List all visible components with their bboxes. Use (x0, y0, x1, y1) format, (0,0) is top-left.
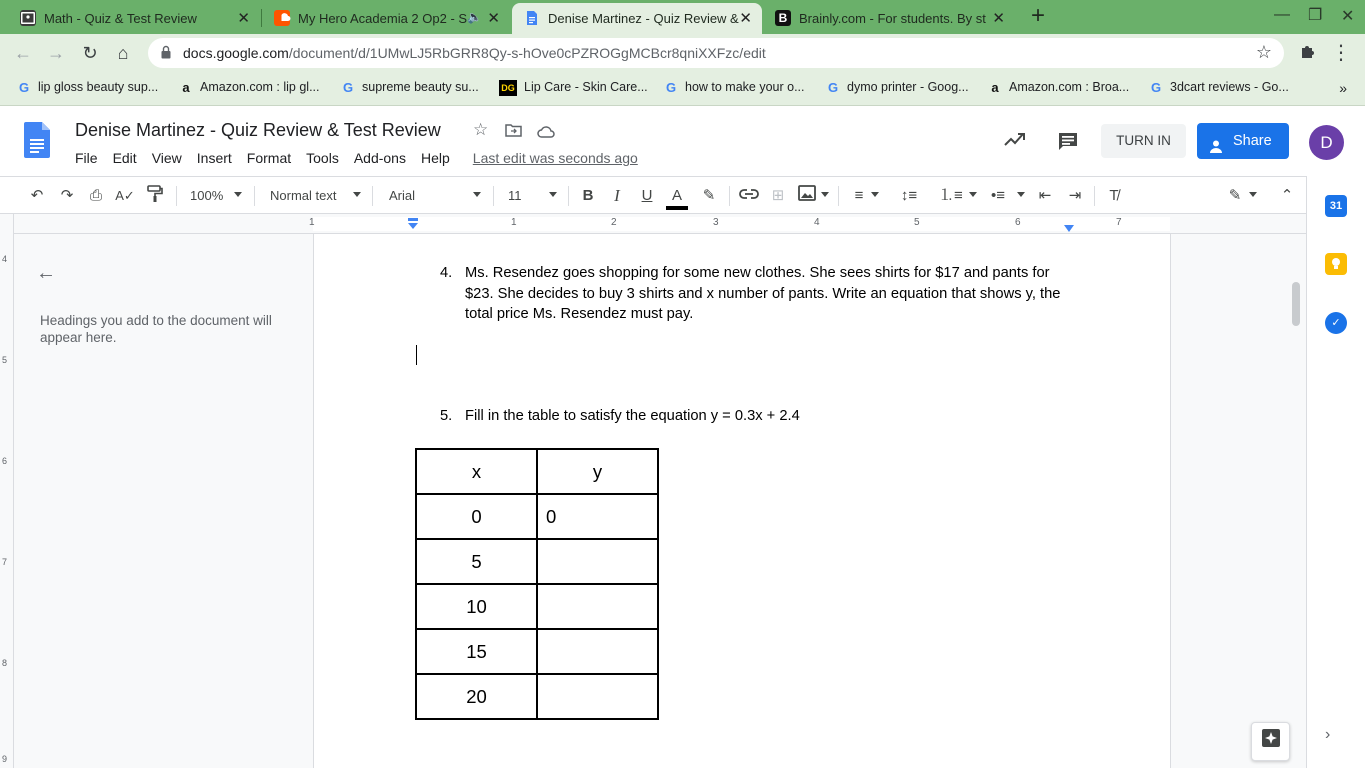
toolbar-divider (372, 186, 373, 206)
toolbar-divider (176, 186, 177, 206)
close-window-icon[interactable]: ✕ (1341, 8, 1355, 25)
bold-icon[interactable]: B (582, 187, 594, 204)
bookmark-label: Amazon.com : Broa... (1009, 80, 1130, 94)
vertical-scrollbar[interactable] (1292, 282, 1300, 326)
table-cell[interactable] (537, 629, 658, 674)
google-classroom-icon (20, 10, 36, 26)
amazon-icon: a (991, 80, 999, 95)
explore-button[interactable] (1251, 722, 1290, 761)
google-docs-icon (524, 10, 540, 26)
bookmark-label: lip gloss beauty sup... (38, 80, 159, 94)
list-number: 5. (440, 408, 453, 424)
line-spacing-icon[interactable]: ↕≡ (900, 187, 918, 204)
bookmark-label: 3dcart reviews - Go... (1170, 80, 1289, 94)
activity-trend-icon[interactable] (1004, 130, 1026, 153)
bookmark-label: how to make your o... (685, 80, 805, 94)
amazon-icon: a (182, 80, 190, 95)
bookmark-label: supreme beauty su... (362, 80, 479, 94)
menu-view[interactable]: View (151, 150, 182, 166)
table-row (416, 539, 658, 584)
soundcloud-icon (274, 10, 290, 26)
cloud-saved-icon[interactable] (537, 123, 555, 143)
zoom-select[interactable]: 100% (190, 188, 224, 203)
bookmark-label: Amazon.com : lip gl... (200, 80, 320, 94)
bookmark-label: Lip Care - Skin Care... (524, 80, 648, 94)
align-left-icon[interactable]: ≡ (854, 187, 864, 204)
ruler-number: 6 (2, 456, 8, 466)
xy-table (415, 448, 659, 720)
tab-title: Denise Martinez - Quiz Review & (548, 11, 739, 26)
address-bar[interactable] (148, 38, 1284, 68)
new-tab-button[interactable]: + (1030, 2, 1045, 29)
calendar-icon[interactable]: 31 (1325, 195, 1347, 217)
table-cell[interactable]: 0 (416, 494, 537, 539)
lock-icon[interactable] (161, 46, 171, 59)
bookmark-item[interactable] (499, 80, 648, 94)
google-g-icon: G (665, 80, 677, 95)
table-cell[interactable]: 0 (537, 494, 658, 539)
close-tab-icon[interactable]: ✕ (992, 10, 1005, 27)
bookmark-label: dymo printer - Goog... (847, 80, 969, 94)
move-folder-icon[interactable] (505, 122, 522, 142)
explore-sparkle-icon (1261, 728, 1281, 748)
font-family-select[interactable]: Arial (389, 188, 416, 203)
menu-insert[interactable]: Insert (196, 150, 232, 166)
reload-icon[interactable]: ↻ (82, 43, 98, 63)
decrease-indent-icon[interactable]: ⇤ (1038, 187, 1052, 204)
account-avatar[interactable]: D (1309, 125, 1344, 160)
toolbar-divider (493, 186, 494, 206)
browser-tab-docs-active[interactable] (512, 3, 762, 34)
side-panel (1306, 176, 1365, 768)
toolbar-divider (729, 186, 730, 206)
star-icon[interactable]: ☆ (473, 120, 489, 139)
bulleted-list-icon[interactable]: •≡ (990, 187, 1005, 204)
add-comment-icon[interactable]: ⊞ (771, 187, 785, 204)
person-add-icon (1209, 133, 1225, 149)
table-cell[interactable] (537, 539, 658, 584)
turn-in-button[interactable]: TURN IN (1101, 124, 1186, 158)
url-text (183, 45, 766, 61)
table-cell[interactable]: 20 (416, 674, 537, 719)
bookmark-item[interactable] (1148, 80, 1289, 94)
numbered-list-icon[interactable]: ⒈≡ (939, 187, 963, 204)
caret-down-icon[interactable] (473, 192, 481, 197)
bookmark-item[interactable] (825, 80, 969, 94)
url-path: /document/d/1UMwLJ5RbGRR8Qy-s-hOve0cPZROGgMCBcr8qniXXFzc/edit (288, 45, 766, 61)
table-cell[interactable]: 10 (416, 584, 537, 629)
browser-menu-icon[interactable]: ⋮ (1331, 42, 1351, 64)
menu-format[interactable]: Format (246, 150, 292, 166)
tab-title: Math - Quiz & Test Review (44, 11, 197, 26)
table-header-row (416, 449, 658, 494)
share-button[interactable] (1197, 123, 1289, 159)
extensions-puzzle-icon[interactable] (1297, 42, 1319, 64)
restore-icon[interactable]: ❐ (1308, 7, 1323, 24)
bookmark-item[interactable] (987, 80, 1129, 94)
browser-tab-math[interactable] (8, 3, 260, 34)
undo-icon[interactable]: ↶ (30, 187, 44, 204)
brainly-icon: B (775, 10, 791, 26)
toolbar-divider (838, 186, 839, 206)
browser-tab-soundcloud[interactable] (262, 3, 510, 34)
caret-down-icon[interactable] (549, 192, 557, 197)
caret-down-icon[interactable] (821, 192, 829, 197)
caret-down-icon[interactable] (1017, 192, 1025, 197)
bookmark-item[interactable] (16, 80, 158, 94)
insert-link-icon[interactable] (738, 185, 760, 207)
browser-toolbar (0, 34, 1365, 72)
document-title[interactable]: Denise Martinez - Quiz Review & Test Review (75, 120, 441, 140)
table-cell[interactable]: 5 (416, 539, 537, 584)
underline-icon[interactable]: U (641, 187, 653, 204)
menu-file[interactable]: File (75, 150, 98, 166)
caret-down-icon[interactable] (1249, 192, 1257, 197)
comments-icon[interactable] (1057, 131, 1079, 157)
formatting-toolbar (0, 176, 1306, 214)
browser-tab-strip (0, 0, 1365, 34)
ruler-number: 8 (2, 658, 8, 668)
vertical-ruler (0, 214, 14, 768)
table-row (416, 674, 658, 719)
menu-help[interactable]: Help (420, 150, 450, 166)
font-size-select[interactable]: 11 (508, 188, 522, 203)
bookmark-star-icon[interactable]: ☆ (1255, 42, 1272, 62)
document-page[interactable] (313, 234, 1171, 768)
caret-down-icon[interactable] (353, 192, 361, 197)
paint-format-icon[interactable] (144, 185, 166, 207)
home-icon[interactable]: ⌂ (117, 43, 129, 63)
google-g-icon: G (342, 80, 354, 95)
text-color-swatch (666, 206, 688, 210)
list-number: 4. (440, 265, 453, 281)
menu-bar (75, 150, 638, 166)
editor-canvas (0, 214, 1306, 768)
tab-title: My Hero Academia 2 Op2 - S (298, 11, 468, 26)
google-g-icon: G (18, 80, 30, 95)
table-header-cell[interactable]: x (416, 449, 537, 494)
question-text: Ms. Resendez goes shopping for some new clothes. She sees shirts for $17 and pants for $23. She decides to buy 3 shirts and x number of pants. Write an equation that shows y, the total price Ms. Resendez must pay. (465, 265, 1061, 322)
bookmark-item[interactable] (178, 80, 320, 94)
paragraph-style-select[interactable]: Normal text (270, 188, 337, 203)
url-host: docs.google.com (183, 45, 289, 61)
google-g-icon: G (827, 80, 839, 95)
toolbar-divider (568, 186, 569, 206)
editing-mode-pencil-icon[interactable]: ✎ (1228, 187, 1242, 204)
caret-down-icon[interactable] (871, 192, 879, 197)
horizontal-ruler (14, 214, 1306, 234)
ruler-number: 5 (914, 217, 920, 228)
ruler-number: 7 (1116, 217, 1122, 228)
ruler-text-area (313, 217, 1170, 231)
print-icon[interactable]: ⎙ (89, 187, 102, 204)
speaker-icon[interactable]: 🔈 (467, 10, 482, 24)
outline-empty-message: Headings you add to the document will appear here. (40, 313, 272, 345)
italic-icon[interactable]: I (614, 186, 620, 205)
ruler-number: 2 (611, 217, 617, 228)
table-row (416, 629, 658, 674)
insert-image-icon[interactable] (796, 185, 818, 207)
text-color-icon[interactable]: A (666, 185, 688, 207)
ruler-number: 1 (511, 217, 517, 228)
more-bookmarks-button[interactable]: » (1339, 80, 1347, 96)
highlight-color-icon[interactable]: ✎ (702, 187, 716, 204)
tab-title: Brainly.com - For students. By st (799, 11, 986, 26)
table-row (416, 584, 658, 629)
google-g-icon: G (1150, 80, 1162, 95)
ruler-number: 4 (2, 254, 8, 264)
table-row (416, 494, 658, 539)
left-indent-marker-icon[interactable] (407, 218, 419, 233)
close-tab-icon[interactable]: ✕ (739, 10, 752, 27)
toolbar-divider (1094, 186, 1095, 206)
docs-header (0, 106, 1365, 176)
menu-tools[interactable]: Tools (306, 150, 339, 166)
ruler-number: 1 (309, 217, 315, 228)
clear-formatting-icon[interactable]: T̸ (1109, 187, 1119, 204)
tasks-icon[interactable]: ✓ (1325, 312, 1347, 334)
bookmark-item[interactable] (663, 80, 805, 94)
last-edit-link[interactable]: Last edit was seconds ago (472, 150, 638, 166)
increase-indent-icon[interactable]: ⇥ (1068, 187, 1082, 204)
toolbar-divider (254, 186, 255, 206)
spellcheck-icon[interactable]: A✓ (115, 188, 135, 203)
dollar-general-icon: DG (499, 80, 517, 96)
ruler-number: 6 (1015, 217, 1021, 228)
collapse-menus-icon[interactable]: ⌃ (1280, 187, 1294, 204)
ruler-number: 4 (814, 217, 820, 228)
caret-down-icon[interactable] (234, 192, 242, 197)
bookmarks-bar (0, 72, 1365, 106)
redo-icon[interactable]: ↷ (60, 187, 74, 204)
ruler-number: 9 (2, 754, 8, 764)
show-side-panel-chevron-icon[interactable]: › (1325, 726, 1331, 743)
ruler-number: 5 (2, 355, 8, 365)
close-tab-icon[interactable]: ✕ (487, 10, 500, 27)
ruler-number: 3 (713, 217, 719, 228)
browser-tab-brainly[interactable] (763, 3, 1015, 34)
ruler-number: 7 (2, 557, 8, 567)
back-arrow-icon[interactable]: ← (14, 43, 32, 63)
minimize-icon[interactable]: — (1274, 6, 1290, 23)
document-outline-panel (14, 234, 313, 768)
text-cursor (416, 345, 417, 365)
menu-edit[interactable]: Edit (112, 150, 137, 166)
table-cell[interactable] (537, 674, 658, 719)
table-header-cell[interactable]: y (537, 449, 658, 494)
table-cell[interactable] (537, 584, 658, 629)
table-cell[interactable]: 15 (416, 629, 537, 674)
keep-icon[interactable] (1325, 253, 1347, 275)
close-tab-icon[interactable]: ✕ (237, 10, 250, 27)
bookmark-item[interactable] (340, 80, 479, 94)
back-arrow-icon[interactable]: ← (36, 262, 56, 284)
google-docs-logo-icon[interactable] (24, 122, 50, 158)
menu-addons[interactable]: Add-ons (353, 150, 406, 166)
question-text: Fill in the table to satisfy the equation y = 0.3x + 2.4 (465, 408, 800, 424)
caret-down-icon[interactable] (969, 192, 977, 197)
forward-arrow-icon[interactable]: → (47, 43, 65, 63)
share-label: Share (1233, 133, 1272, 149)
